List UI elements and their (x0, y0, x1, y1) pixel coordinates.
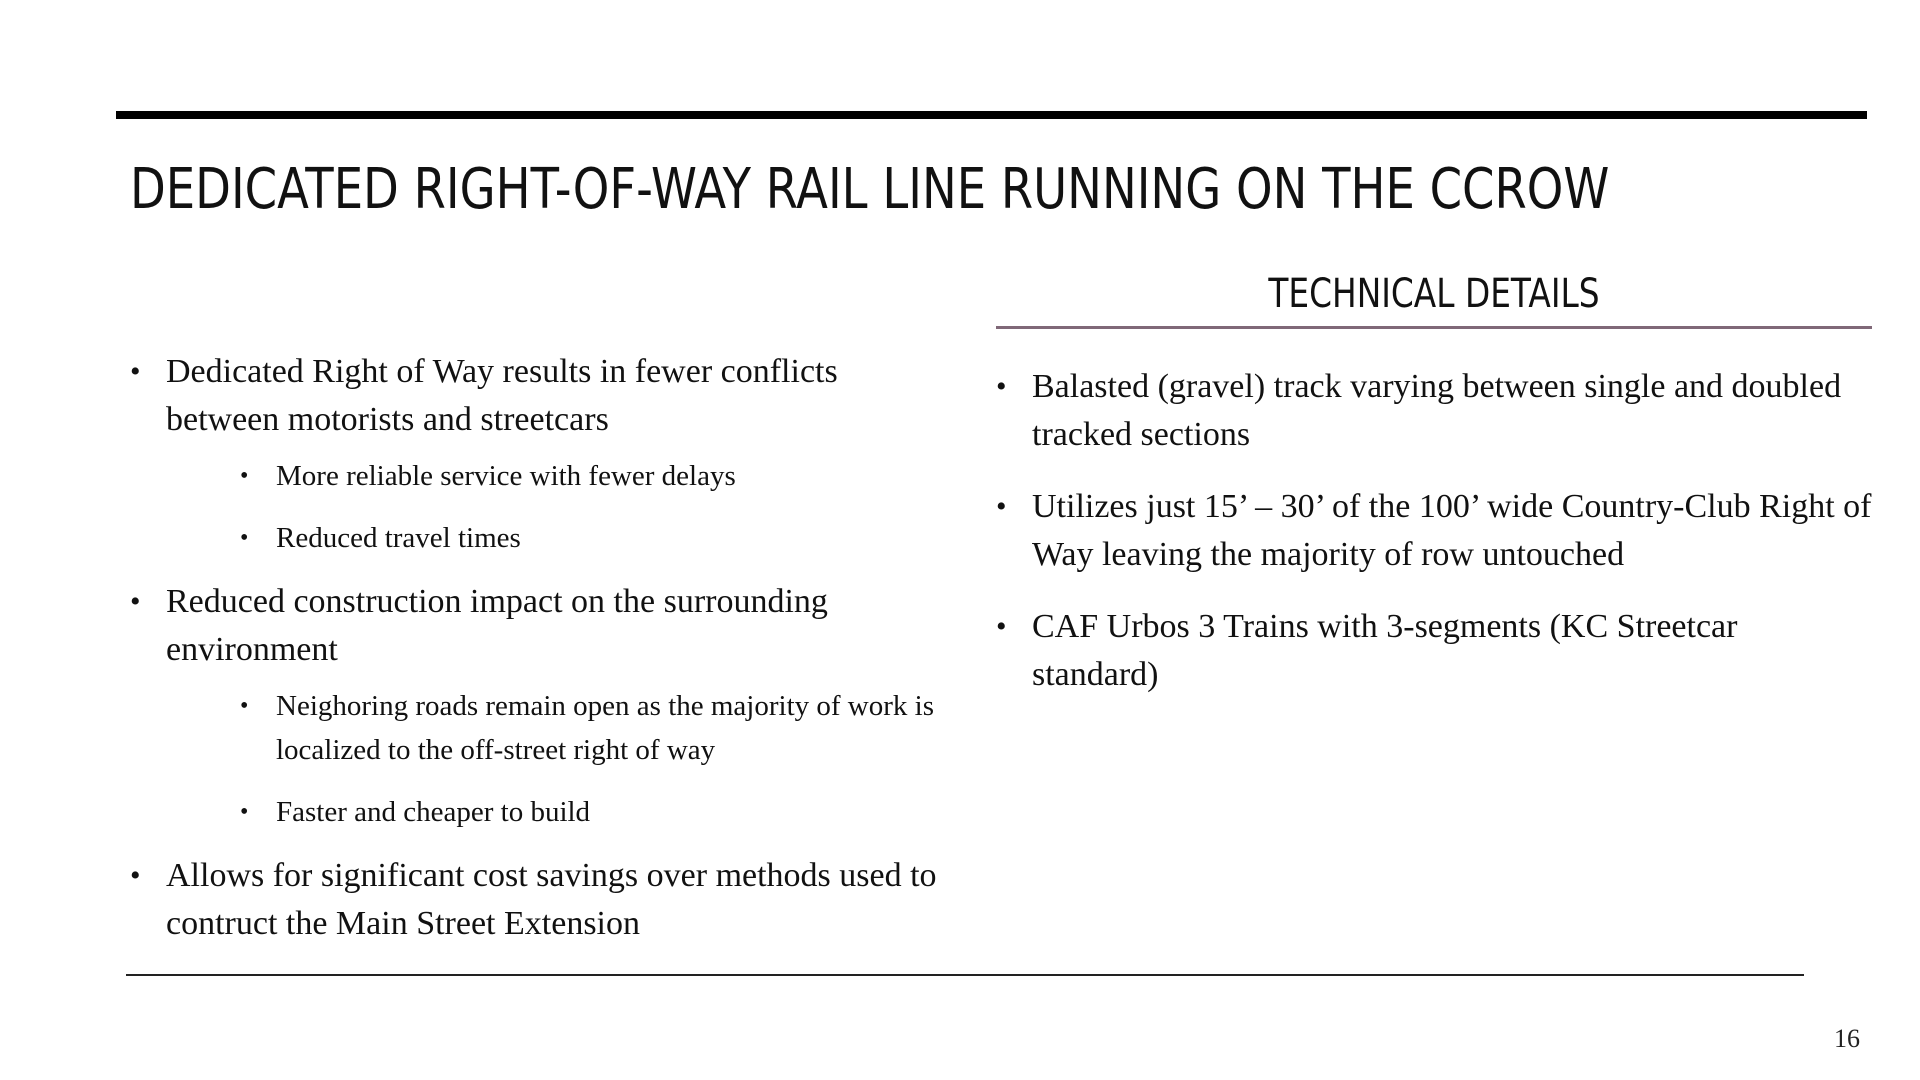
right-bullet-2 (996, 483, 1872, 579)
page-number: 16 (1834, 1024, 1860, 1053)
right-bullet-3 (996, 603, 1872, 699)
bullet-glyph: • (240, 463, 249, 489)
left-bullet-1-sublist (166, 454, 940, 560)
right-column (996, 266, 1872, 723)
heading-underline (996, 326, 1872, 329)
bullet-glyph: • (996, 370, 1007, 403)
bullet-glyph: • (130, 355, 141, 388)
right-bullet-2-text: Utilizes just 15’ – 30’ of the 100’ wide Country-Club Right of Way leaving the majority of row untouched (1032, 488, 1872, 573)
left-bullet-2-sublist (166, 684, 940, 834)
left-bullet-2 (130, 578, 940, 834)
left-bullet-1-sub-2-text: Reduced travel times (276, 522, 521, 554)
bullet-glyph: • (240, 525, 249, 551)
bullet-glyph: • (130, 585, 141, 618)
left-bullet-2-sub-2-text: Faster and cheaper to build (276, 796, 591, 828)
left-bullet-3-text: Allows for significant cost savings over methods used to contruct the Main Street Extension (166, 857, 937, 942)
bullet-glyph: • (130, 859, 141, 892)
left-bullet-2-text: Reduced construction impact on the surrounding environment (166, 583, 828, 668)
bullet-glyph: • (240, 693, 249, 719)
left-column (130, 348, 940, 948)
bullet-glyph: • (996, 610, 1007, 643)
top-rule (116, 111, 1867, 119)
left-bullet-1 (130, 348, 940, 560)
left-bullet-1-sub-2 (166, 516, 940, 560)
bottom-rule (126, 974, 1804, 976)
bullet-glyph: • (996, 490, 1007, 523)
left-bullet-3 (130, 852, 940, 948)
left-bullet-list (130, 348, 940, 948)
left-bullet-2-sub-1-text: Neighoring roads remain open as the majority of work is localized to the off-street right of way (276, 690, 934, 766)
bullet-glyph: • (240, 799, 249, 825)
left-bullet-1-sub-1 (166, 454, 940, 498)
right-bullet-list (996, 363, 1872, 699)
right-bullet-1-text: Balasted (gravel) track varying between single and doubled tracked sections (1032, 368, 1842, 453)
left-bullet-1-sub-1-text: More reliable service with fewer delays (276, 460, 736, 492)
left-bullet-2-sub-1 (166, 684, 940, 772)
right-bullet-3-text: CAF Urbos 3 Trains with 3-segments (KC Streetcar standard) (1032, 608, 1738, 693)
left-bullet-1-text: Dedicated Right of Way results in fewer conflicts between motorists and streetcars (166, 353, 838, 438)
technical-details-heading: TECHNICAL DETAILS (1268, 271, 1600, 317)
left-bullet-2-sub-2 (166, 790, 940, 834)
slide-title: DEDICATED RIGHT-OF-WAY RAIL LINE RUNNING ON THE CCROW (130, 157, 1610, 222)
right-bullet-1 (996, 363, 1872, 459)
